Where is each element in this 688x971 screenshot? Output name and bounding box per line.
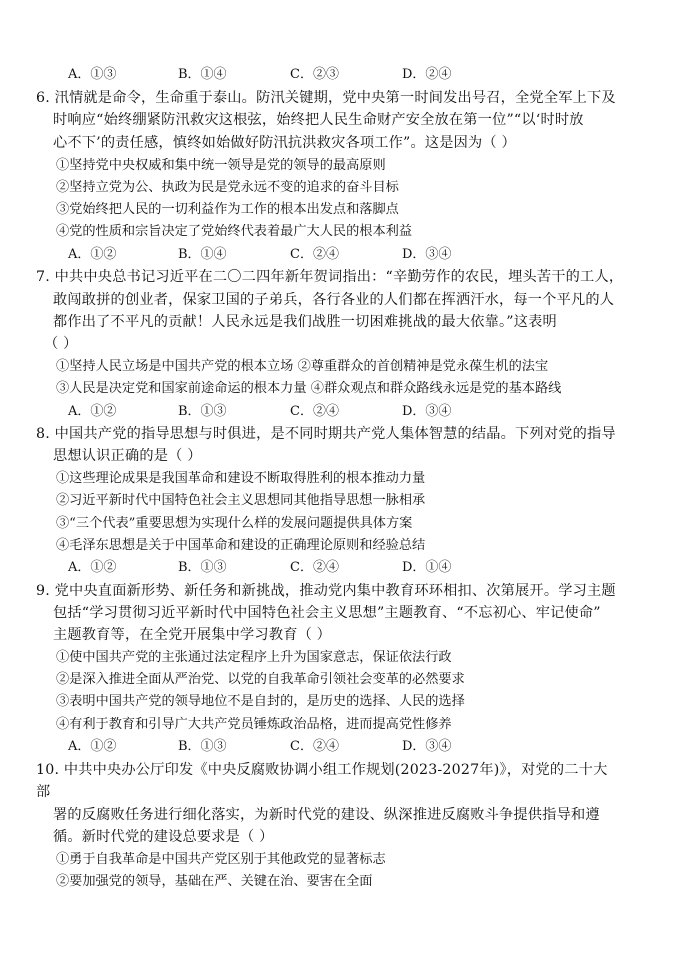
q10-option-2: ②要加强党的领导，基础在严、关键在治、要害在全面	[56, 874, 373, 889]
q10-stem-line-1: 10. 中共中央办公厅印发《中央反腐败协调小组工作规划(2023-2027年)》，对党的二十大	[36, 762, 608, 778]
choice-c[interactable]: C．②④	[290, 560, 339, 575]
choice-a[interactable]: A．①②	[68, 739, 117, 754]
q8-stem-line-2: 思想认识正确的是（ ）	[53, 448, 202, 464]
choice-a[interactable]: A．①③	[68, 67, 117, 82]
q8-stem-line-1: 8. 中国共产党的指导思想与时俱进，是不同时期共产党人集体智慧的结晶。下列对党的指导	[36, 426, 616, 442]
q8-option-4: ④毛泽东思想是关于中国革命和建设的正确理论原则和经验总结	[56, 538, 426, 553]
choice-b[interactable]: B．①③	[178, 739, 227, 754]
choice-a[interactable]: A．①②	[68, 560, 117, 575]
q9-option-2: ②是深入推进全面从严治党、以党的自我革命引领社会变革的必然要求	[56, 672, 465, 687]
choice-c[interactable]: C．②④	[290, 739, 339, 754]
q6-stem-line-1: 6. 汛情就是命令，生命重于泰山。防汛关键期，党中央第一时间发出号召，全党全军上下及	[36, 90, 616, 106]
choice-d[interactable]: D．③④	[402, 404, 452, 419]
q6-option-1: ①坚持党中央权威和集中统一领导是党的领导的最高原则	[56, 158, 386, 173]
choice-b[interactable]: B．①④	[178, 67, 227, 82]
q7-stem-line-2: 敢闯敢拼的创业者，保家卫国的子弟兵，各行各业的人们都在挥洒汗水，每一个平凡的人	[53, 292, 615, 308]
q7-option-1-2: ①坚持人民立场是中国共产党的根本立场 ②尊重群众的首创精神是党永葆生机的法宝	[56, 359, 549, 374]
q9-stem-line-2: 包括“学习贯彻习近平新时代中国特色社会主义思想”主题教育、“不忘初心、牢记使命”	[53, 605, 601, 621]
q6-stem-line-2: 时响应“始终绷紧防汛救灾这根弦，始终把人民生命财产安全放在第一位”“以‘时时放	[53, 112, 584, 128]
q8-option-2: ②习近平新时代中国特色社会主义思想同其他指导思想一脉相承	[56, 493, 426, 508]
choice-c[interactable]: C．②④	[290, 404, 339, 419]
choice-a[interactable]: A．①②	[68, 404, 117, 419]
choice-d[interactable]: D．③④	[402, 247, 452, 262]
choice-d[interactable]: D．③④	[402, 739, 452, 754]
q10-stem-line-4: 循。新时代党的建设总要求是（ ）	[53, 829, 274, 845]
q6-option-2: ②坚持立党为公、执政为民是党永远不变的追求的奋斗目标	[56, 180, 399, 195]
choice-b[interactable]: B．①③	[178, 404, 227, 419]
q7-stem-line-3: 都作出了不平凡的贡献！人民永远是我们战胜一切困难挑战的最大依靠。”这表明	[53, 314, 557, 330]
q7-stem-line-1: 7. 中共中央总书记习近平在二〇二四年新年贺词指出：“辛勤劳作的农民，埋头苦干的工人，	[36, 269, 624, 285]
q9-option-3: ③表明中国共产党的领导地位不是自封的，是历史的选择、人民的选择	[56, 694, 465, 709]
choice-c[interactable]: C．②④	[290, 247, 339, 262]
choice-d[interactable]: D．①④	[402, 560, 452, 575]
q8-option-1: ①这些理论成果是我国革命和建设不断取得胜利的根本推动力量	[56, 471, 426, 486]
q7-stem-line-4: （ ）	[44, 336, 78, 352]
q8-option-3: ③“三个代表”重要思想为实现什么样的发展问题提供具体方案	[56, 516, 413, 531]
q7-option-3-4: ③人民是决定党和国家前途命运的根本力量 ④群众观点和群众路线永远是党的基本路线	[56, 381, 562, 396]
q6-stem-line-3: 心不下’的责任感，慎终如始做好防汛抗洪救灾各项工作”。这是因为（ ）	[53, 135, 516, 151]
choice-c[interactable]: C．②③	[290, 67, 339, 82]
q10-stem-line-2: 部	[36, 784, 51, 800]
q6-option-3: ③党始终把人民的一切利益作为工作的根本出发点和落脚点	[56, 202, 399, 217]
q9-stem-line-3: 主题教育等，在全党开展集中学习教育（ ）	[53, 627, 332, 643]
q9-option-4: ④有利于教育和引导广大共产党员锤炼政治品格，进而提高党性修养	[56, 717, 452, 732]
q9-option-1: ①使中国共产党的主张通过法定程序上升为国家意志，保证依法行政	[56, 650, 452, 665]
choice-a[interactable]: A．①②	[68, 247, 117, 262]
choice-b[interactable]: B．①③	[178, 560, 227, 575]
choice-b[interactable]: B．①④	[178, 247, 227, 262]
q6-option-4: ④党的性质和宗旨决定了党始终代表着最广大人民的根本利益	[56, 224, 413, 239]
q9-stem-line-1: 9. 党中央直面新形势、新任务和新挑战，推动党内集中教育环环相扣、次第展开。学习主题	[36, 583, 616, 599]
q10-stem-line-3: 署的反腐败任务进行细化落实，为新时代党的建设、纵深推进反腐败斗争提供指导和遵	[53, 807, 600, 823]
q10-option-1: ①勇于自我革命是中国共产党区别于其他政党的显著标志	[56, 852, 386, 867]
choice-d[interactable]: D．②④	[402, 67, 452, 82]
